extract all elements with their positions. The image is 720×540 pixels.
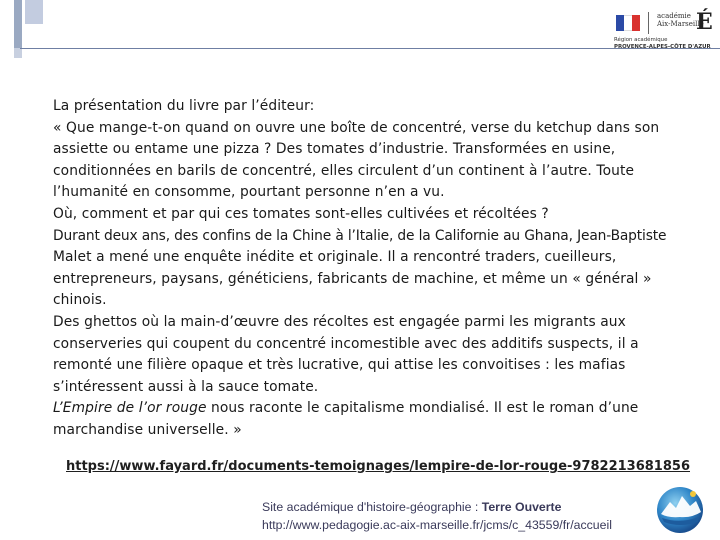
text-line: La présentation du livre par l’éditeur: (53, 98, 315, 114)
book-presentation-text (53, 96, 713, 442)
academy-logo (612, 6, 712, 52)
text-line: entrepreneurs, paysans, généticiens, fabricants de machine, et même un « général » (53, 270, 652, 287)
academie-name: académie Aix-Marseille (657, 12, 704, 28)
decorative-vertical-bar (14, 0, 22, 48)
book-title: L’Empire de l’or rouge (53, 400, 207, 417)
site-name: Terre Ouverte (481, 500, 562, 514)
globe-logo-icon (652, 484, 708, 536)
text-line: Où, comment et par qui ces tomates sont-elles cultivées et récoltées ? (53, 205, 549, 222)
text-line: Malet a mené une enquête inédite et originale. Il a rencontré traders, cueilleurs, (53, 249, 617, 266)
academie-letter-logo: É (696, 9, 713, 35)
decorative-vertical-bar (14, 48, 22, 58)
text-line: L’Empire de l’or rouge nous raconte le capitalisme mondialisé. Il est le roman d’une (53, 400, 639, 417)
logo-divider (648, 12, 649, 34)
region-name: Région académique PROVENCE-ALPES-CÔTE D'AZUR (614, 37, 711, 50)
text-line: assiette ou entame une pizza ? Des tomates d’industrie. Transformées en usine, (53, 141, 616, 158)
footer-url[interactable]: http://www.pedagogie.ac-aix-marseille.fr/jcms/c_43559/fr/accueil (262, 518, 612, 532)
footer-site-line: Site académique d'histoire-géographie : Terre Ouverte (262, 500, 562, 514)
publisher-link[interactable]: https://www.fayard.fr/documents-temoignages/lempire-de-lor-rouge-9782213681856 (66, 459, 690, 474)
text-line: s’intéressent aussi à la sauce tomate. (53, 378, 319, 395)
french-flag-icon (616, 15, 640, 31)
text-line: l’humanité en consomme, pourtant personne n’en a vu. (53, 184, 445, 201)
decorative-vertical-bar (25, 0, 43, 24)
text-line: Durant deux ans, des confins de la Chine à l’Italie, de la Californie au Ghana, Jean-Baptiste (53, 227, 667, 244)
text-line: conserveries qui coupent du concentré incomestible avec des additifs suspects, il a (53, 335, 639, 352)
footer (262, 498, 612, 534)
text-line: conditionnées en barils de concentré, elles circulent d’un continent à l’autre. Toute (53, 162, 635, 179)
text-line: marchandise universelle. » (53, 421, 242, 438)
text-line: chinois. (53, 292, 107, 309)
text-line: « Que mange-t-on quand on ouvre une boîte de concentré, verse du ketchup dans son (53, 119, 660, 136)
text-line: Des ghettos où la main-d’œuvre des récoltes est engagée parmi les migrants aux (53, 313, 626, 330)
text-line: remonté une filière opaque et très lucrative, qui attise les convoitises : les mafias (53, 357, 626, 374)
